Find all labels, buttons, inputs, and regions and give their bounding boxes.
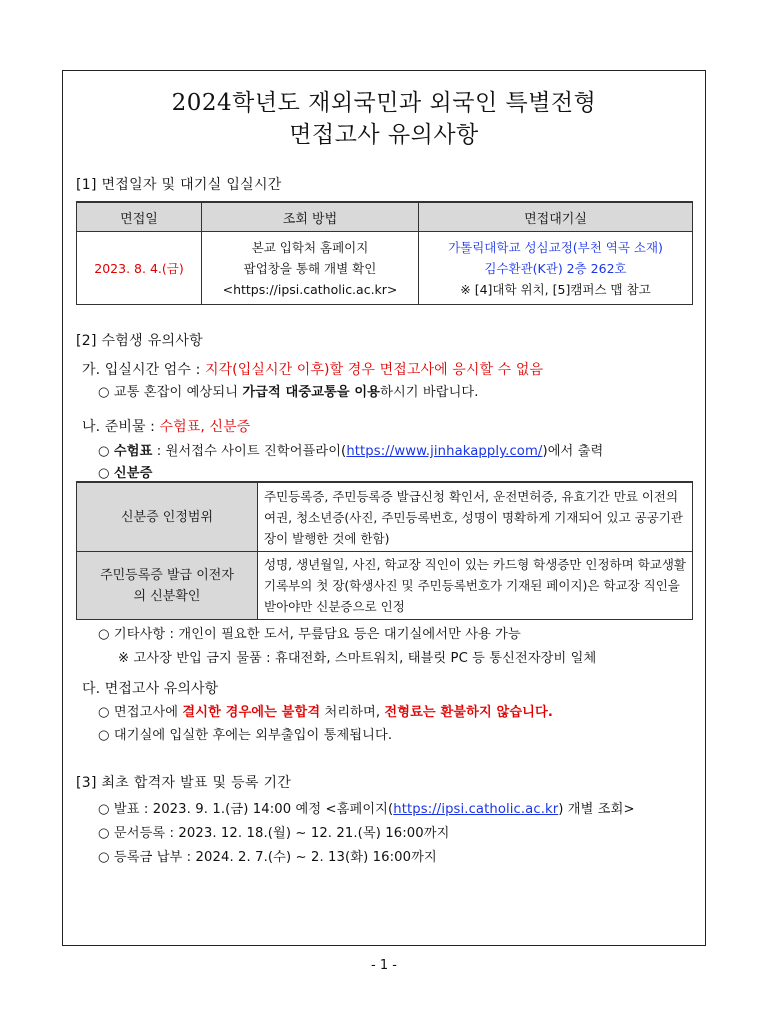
table-header-row xyxy=(77,202,693,232)
ga-item-suffix: 하시기 바랍니다. xyxy=(380,385,479,400)
docs-item: ○ 문서등록 : 2023. 12. 18.(월) ~ 12. 21.(목) 16:00까지 xyxy=(98,826,450,841)
room-note: ※ [4]대학 위치, [5]캠퍼스 맵 참고 xyxy=(460,281,651,297)
section3-heading: [3] 최초 합격자 발표 및 등록 기간 xyxy=(76,775,292,791)
da-item2: ○ 대기실에 입실한 후에는 외부출입이 통제됩니다. xyxy=(98,728,393,743)
announce-item xyxy=(98,798,635,817)
da-item1-prefix: ○ 면접고사에 xyxy=(98,705,183,720)
ticket-item xyxy=(98,440,603,459)
method-line: 본교 입학처 홈페이지 xyxy=(251,239,369,255)
tuition-item: ○ 등록금 납부 : 2024. 2. 7.(수) ~ 2. 13(화) 16:00까지 xyxy=(98,850,437,865)
table-row xyxy=(77,552,693,620)
page-number: - 1 - xyxy=(371,958,397,973)
ticket-text: : 원서접수 사이트 진학어플라이( xyxy=(152,444,347,459)
header-room: 면접대기실 xyxy=(419,202,693,232)
id-range-label: 신분증 인정범위 xyxy=(77,482,258,552)
banned-items: ※ 고사장 반입 금지 물품 : 휴대전화, 스마트워치, 태블릿 PC 등 통신전자장비 일체 xyxy=(118,651,597,666)
ticket-bold: 수험표 xyxy=(113,444,153,459)
table-row xyxy=(77,482,693,552)
method-link[interactable]: <https://ipsi.catholic.ac.kr> xyxy=(222,281,398,297)
id-table xyxy=(76,481,693,620)
na-items: 수험표, 신분증 xyxy=(159,419,251,435)
schedule-table xyxy=(76,201,693,305)
section2-heading: [2] 수험생 유의사항 xyxy=(76,333,203,349)
id-pre-text: 성명, 생년월일, 사진, 학교장 직인이 있는 카드형 학생증만 인정하며 학교생활기록부의 첫 장(학생사진 및 주민등록번호가 기재된 페이지)은 학교장 직인을 받아야만 신분증으로 인정 xyxy=(258,552,693,620)
catholic-link[interactable]: https://ipsi.catholic.ac.kr xyxy=(393,802,559,817)
header-method: 조회 방법 xyxy=(202,202,419,232)
interview-date: 2023. 8. 4.(금) xyxy=(77,232,202,305)
ga-warning: 지각(입실시간 이후)할 경우 면접고사에 응시할 수 없음 xyxy=(204,362,544,378)
ga-label: 가. 입실시간 엄수 : xyxy=(82,362,205,378)
jinhak-link[interactable]: https://www.jinhakapply.com/ xyxy=(346,444,543,459)
header-date: 면접일 xyxy=(77,202,202,232)
table-row xyxy=(77,232,693,305)
id-bold: 신분증 xyxy=(113,466,153,481)
da-item1-mid: 처리하며, xyxy=(320,705,385,720)
waiting-room xyxy=(419,232,693,305)
room-number: 김수환관(K관) 2층 262호 xyxy=(484,260,627,276)
da-item1-red2: 전형료는 환불하지 않습니다. xyxy=(384,705,553,720)
document-title: 2024학년도 재외국민과 외국인 특별전형 xyxy=(171,90,597,116)
ga-item-prefix: ○ 교통 혼잡이 예상되니 xyxy=(98,385,243,400)
announce-suffix: ) 개별 조회> xyxy=(558,802,635,817)
lookup-method xyxy=(202,232,419,305)
ga-line xyxy=(82,359,543,379)
method-line: 팝업창을 통해 개별 확인 xyxy=(243,260,377,276)
ga-item xyxy=(98,381,479,400)
etc-item: ○ 기타사항 : 개인이 필요한 도서, 무릎담요 등은 대기실에서만 사용 가능 xyxy=(98,627,521,642)
section1-heading: [1] 면접일자 및 대기실 입실시간 xyxy=(76,177,282,193)
da-item1-red1: 결시한 경우에는 불합격 xyxy=(182,705,321,720)
id-range-text: 주민등록증, 주민등록증 발급신청 확인서, 운전면허증, 유효기간 만료 이전의 여권, 청소년증(사진, 주민등록번호, 성명이 명확하게 기재되어 있고 공공기관장이 발행한 것에 한함) xyxy=(258,482,693,552)
na-line xyxy=(82,416,250,436)
room-location: 가톨릭대학교 성심교정(부천 역곡 소재) xyxy=(448,239,663,255)
ga-item-bold: 가급적 대중교통을 이용 xyxy=(242,385,381,400)
na-label: 나. 준비물 : xyxy=(82,419,160,435)
announce-prefix: ○ 발표 : 2023. 9. 1.(금) 14:00 예정 <홈페이지( xyxy=(98,802,394,817)
id-item xyxy=(98,462,152,481)
da-item1 xyxy=(98,701,553,720)
document-subtitle: 면접고사 유의사항 xyxy=(289,122,479,148)
ticket-suffix: )에서 출력 xyxy=(542,444,604,459)
da-label: 다. 면접고사 유의사항 xyxy=(82,681,219,697)
id-prefix: ○ xyxy=(98,466,114,481)
ticket-prefix: ○ xyxy=(98,444,114,459)
id-pre-label: 주민등록증 발급 이전자의 신분확인 xyxy=(77,552,258,620)
